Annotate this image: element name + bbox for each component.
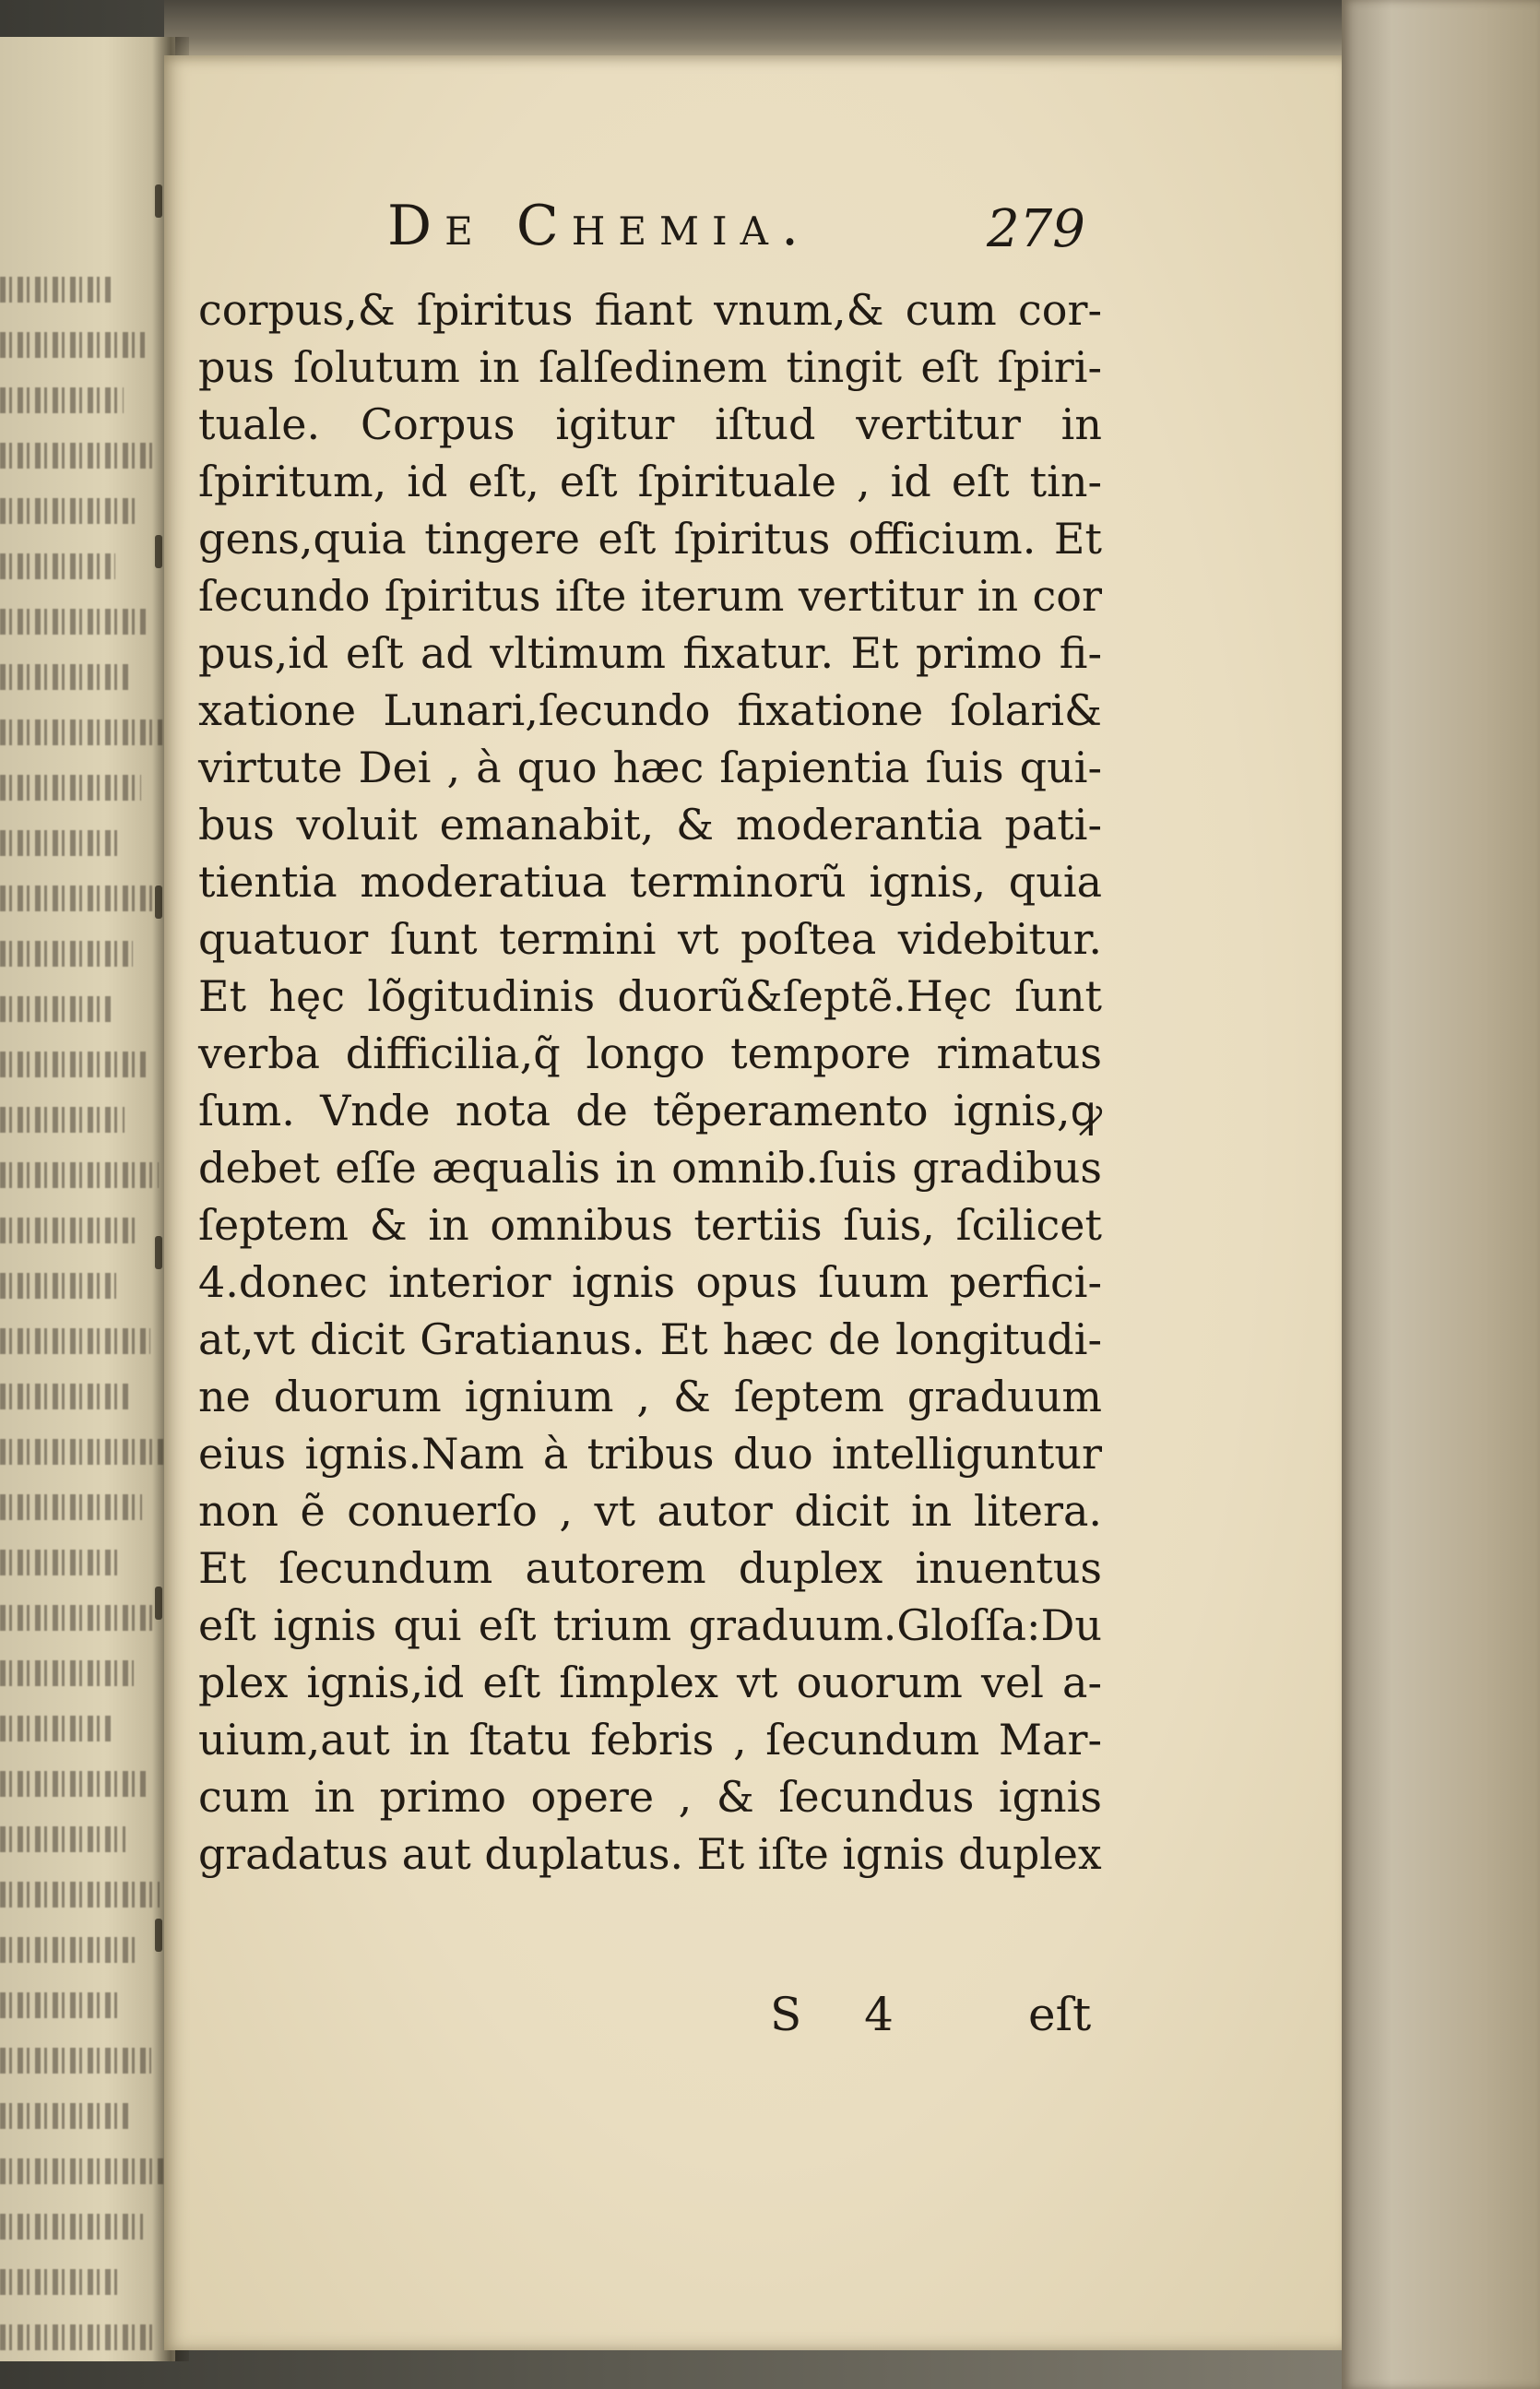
facing-page-text-fragment: [0, 941, 133, 967]
binding-stitch: [155, 1919, 162, 1952]
facing-page-text-fragment: [0, 1384, 129, 1409]
facing-page-text-fragment: [0, 1328, 150, 1354]
text-line: 4.donec interior ignis opus ſuum perfici-: [198, 1257, 1102, 1307]
binding-stitch: [155, 885, 162, 919]
facing-page-text-fragment: [0, 1937, 138, 1963]
text-line: ſeptem & in omnibus tertiis ſuis, ſcilicet: [198, 1200, 1102, 1250]
facing-page-edge: [0, 37, 175, 2361]
text-line: pus ſolutum in ſalſedinem tingit eſt ſpiri-: [198, 342, 1102, 392]
facing-page-text-fragment: [0, 1882, 160, 1908]
binding-board: [1342, 0, 1540, 2389]
binding-stitch: [155, 184, 162, 218]
text-line: verba difficilia,q̃ longo tempore rimatus: [198, 1028, 1102, 1078]
binding-stitch: [155, 1587, 162, 1620]
binding-stitch: [155, 1236, 162, 1269]
facing-page-text-fragment: [0, 996, 112, 1022]
text-line: cum in primo opere , & ſecundus ignis: [198, 1772, 1102, 1822]
facing-page-text-fragment: [0, 1273, 116, 1299]
facing-page-text-fragment: [0, 1605, 155, 1631]
text-line: ſpiritum, id eſt, eſt ſpirituale , id eſt tin-: [198, 457, 1102, 506]
facing-page-text-fragment: [0, 2269, 122, 2295]
facing-page-text-fragment: [0, 775, 141, 801]
page-footer: [198, 1988, 1102, 2052]
facing-page-text-fragment: [0, 1826, 125, 1852]
text-line: ne duorum ignium , & ſeptem graduum: [198, 1372, 1102, 1421]
facing-page-text-fragment: [0, 885, 154, 911]
text-line: tuale. Corpus igitur iſtud vertitur in: [198, 399, 1102, 449]
facing-page-text-fragment: [0, 664, 128, 690]
page-header: [387, 194, 1088, 267]
facing-page-text-fragment: [0, 2324, 156, 2350]
text-line: quatuor ſunt termini vt poſtea videbitur.: [198, 914, 1102, 964]
facing-page-text-fragment: [0, 1550, 121, 1575]
facing-page-text-fragment: [0, 1107, 124, 1133]
facing-page-text-fragment: [0, 277, 111, 303]
facing-page-text-fragment: [0, 2158, 164, 2184]
catchword: eſt: [1028, 1988, 1092, 2041]
facing-page-text-fragment: [0, 1218, 137, 1243]
text-line: Et hęc lõgitudinis duorũ&ſeptẽ.Hęc ſunt: [198, 971, 1102, 1021]
signature-mark: S 4: [770, 1988, 918, 2041]
facing-page-text-fragment: [0, 1660, 134, 1686]
text-line: bus voluit emanabit, & moderantia pati-: [198, 800, 1102, 850]
text-line: non ẽ conuerſo , vt autor dicit in litera.: [198, 1486, 1102, 1536]
facing-page-text-fragment: [0, 443, 158, 469]
text-line: virtute Dei , à quo hæc ſapientia ſuis qui-: [198, 743, 1102, 792]
text-line: ſecundo ſpiritus iſte iterum vertitur in cor: [198, 571, 1102, 621]
text-line: eius ignis.Nam à tribus duo intelliguntur: [198, 1429, 1102, 1479]
facing-page-text-fragment: [0, 553, 115, 579]
facing-page-text-fragment: [0, 1716, 113, 1741]
facing-page-text-fragment: [0, 498, 136, 524]
facing-page-text-fragment: [0, 719, 162, 745]
text-line: tientia moderatiua terminorũ ignis, quia: [198, 857, 1102, 907]
text-line: xatione Lunari,ſecundo fixatione ſolari&: [198, 685, 1102, 735]
text-line: gradatus aut duplatus. Et iſte ignis duplex: [198, 1829, 1102, 1879]
facing-page-text-fragment: [0, 332, 145, 358]
text-line: uium,aut in ſtatu febris , ſecundum Mar-: [198, 1715, 1102, 1765]
text-line: at,vt dicit Gratianus. Et hæc de longitudi-: [198, 1314, 1102, 1364]
text-line: Et ſecundum autorem duplex inuentus: [198, 1543, 1102, 1593]
text-line: debet eſſe æqualis in omnib.ſuis gradibus: [198, 1143, 1102, 1193]
body-text: [198, 281, 1102, 1883]
facing-page-text-fragment: [0, 1494, 142, 1520]
page-number: 279: [987, 199, 1085, 259]
facing-page-text-fragment: [0, 1052, 146, 1077]
facing-page-text-fragment: [0, 830, 120, 856]
facing-page-text-fragment: [0, 1771, 147, 1797]
facing-page-text-fragment: [0, 1992, 117, 2018]
facing-page-text-fragment: [0, 2048, 151, 2074]
text-line: plex ignis,id eſt ſimplex vt ouorum vel a-: [198, 1658, 1102, 1707]
running-title: De Chemia.: [387, 194, 812, 258]
facing-page-text-fragment: [0, 609, 149, 635]
facing-page-text-fragment: [0, 1162, 159, 1188]
text-line: gens,quia tingere eſt ſpiritus officium. Et: [198, 514, 1102, 564]
facing-page-text-fragment: [0, 2214, 143, 2240]
facing-page-text-fragment: [0, 2103, 130, 2129]
text-line: ſum. Vnde nota de tẽperamento ignis,ꝙ: [198, 1086, 1102, 1135]
text-line: pus,id eſt ad vltimum fixatur. Et primo fi-: [198, 628, 1102, 678]
binding-stitch: [155, 535, 162, 568]
facing-page-text-fragment: [0, 387, 124, 413]
facing-page-text-fragment: [0, 1439, 163, 1465]
text-line: corpus,& ſpiritus fiant vnum,& cum cor-: [198, 285, 1102, 335]
text-line: eſt ignis qui eſt trium graduum.Gloſſa:Du: [198, 1600, 1102, 1650]
